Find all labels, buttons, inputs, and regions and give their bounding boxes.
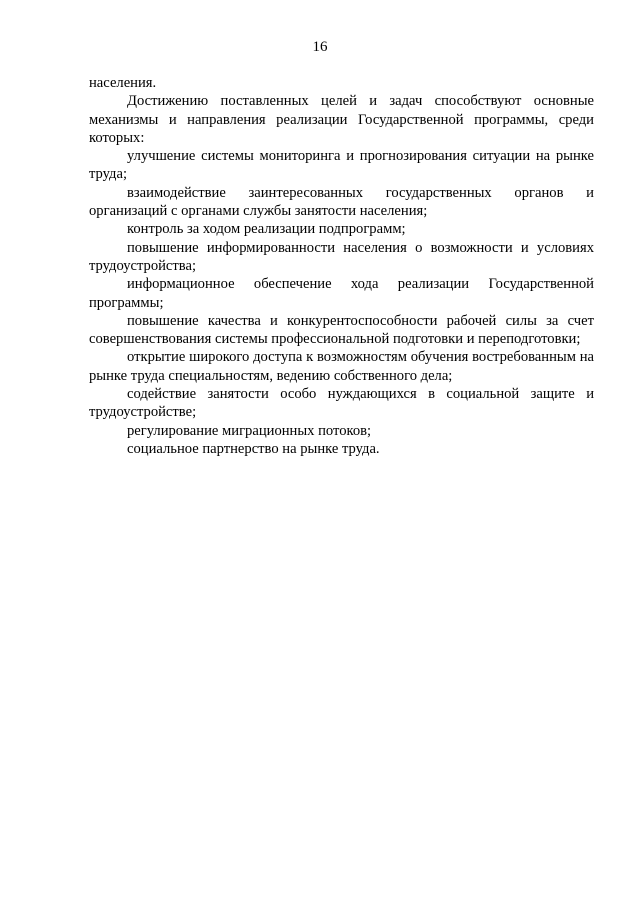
list-item-workforce-quality: повышение качества и конкурентоспособности рабочей силы за счет совершенствования системы профессиональной подготовки и переподготовки; <box>89 312 594 348</box>
paragraph-continuation: населения. <box>89 75 157 91</box>
list-item-monitoring: улучшение системы мониторинга и прогнозирования ситуации на рынке труда; <box>89 148 594 183</box>
list-item-training-access: открытие широкого доступа к возможностям обучения востребованным на рынке труда специальностям, ведению собственного дела; <box>89 349 594 384</box>
page-number: 16 <box>312 39 328 55</box>
list-item-awareness: повышение информированности населения о возможности и условиях трудоустройства; <box>89 239 594 274</box>
list-item-employment-assistance: содействие занятости особо нуждающихся в социальной защите и трудоустройстве; <box>89 386 594 421</box>
list-item-interaction: взаимодействие заинтересованных государственных органов и организаций с органами службы занятости населения; <box>89 184 594 220</box>
list-item-control: контроль за ходом реализации подпрограмм; <box>127 221 406 238</box>
document-body <box>89 74 594 458</box>
paragraph-intro: Достижению поставленных целей и задач способствуют основные механизмы и направления реализации Государственной программы, среди которых: <box>89 93 594 146</box>
list-item-information-support: информационное обеспечение хода реализации Государственной программы; <box>89 276 594 311</box>
list-item-partnership: социальное партнерство на рынке труда. <box>127 440 380 457</box>
list-item-migration: регулирование миграционных потоков; <box>127 422 372 439</box>
